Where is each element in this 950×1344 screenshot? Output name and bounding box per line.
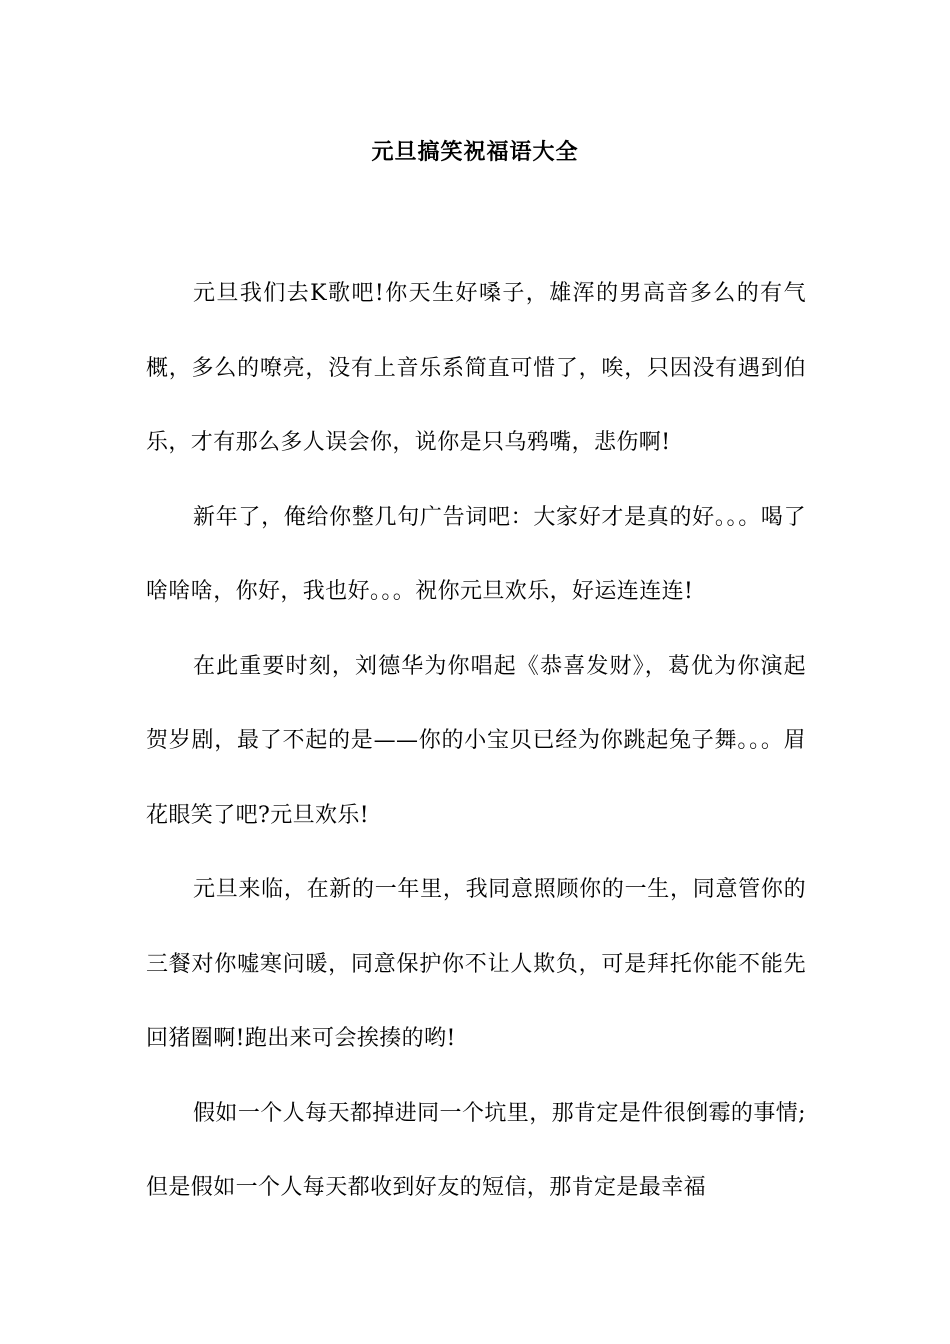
document-body xyxy=(146,257,806,1226)
paragraph-ad-slogans: 新年了，俺给你整几句广告词吧：大家好才是真的好。。。喝了啥啥啥，你好，我也好。。。祝你元旦欢乐，好运连连连! xyxy=(146,504,806,604)
paragraph-celebrities: 在此重要时刻，刘德华为你唱起《恭喜发财》，葛优为你演起贺岁剧，最了不起的是——你的小宝贝已经为你跳起兔子舞。。。眉花眼笑了吧?元旦欢乐! xyxy=(146,653,806,828)
paragraph-pit-vs-messages: 假如一个人每天都掉进同一个坑里，那肯定是件很倒霉的事情;但是假如一个人每天都收到好友的短信，那肯定是最幸福 xyxy=(146,1100,806,1200)
paragraph-karaoke: 元旦我们去K歌吧!你天生好嗓子，雄浑的男高音多么的有气概，多么的嘹亮，没有上音乐系简直可惜了，唉，只因没有遇到伯乐，才有那么多人误会你，说你是只乌鸦嘴，悲伤啊! xyxy=(146,281,806,455)
paragraph-care-promise: 元旦来临，在新的一年里，我同意照顾你的一生，同意管你的三餐对你嘘寒问暖，同意保护你不让人欺负，可是拜托你能不能先回猪圈啊!跑出来可会挨揍的哟! xyxy=(146,877,806,1051)
page-title: 元旦搞笑祝福语大全 xyxy=(371,139,579,165)
